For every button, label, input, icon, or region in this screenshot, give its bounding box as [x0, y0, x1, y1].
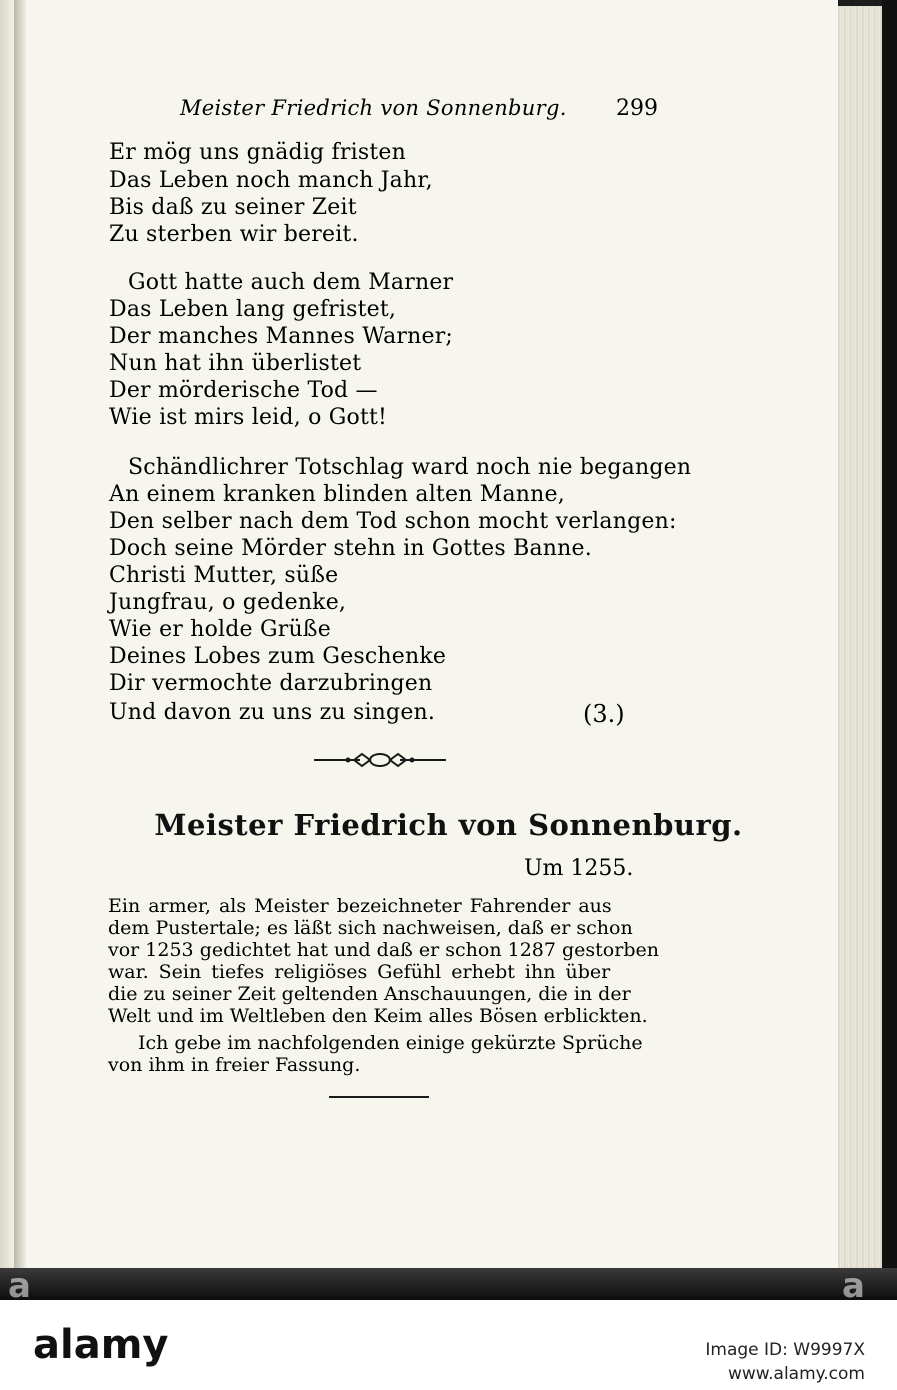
section-title: Meister Friedrich von Sonnenburg. [154, 808, 743, 842]
ornament-divider [310, 748, 450, 772]
verse-line: Nun hat ihn überlistet [109, 351, 362, 376]
closing-rule [329, 1096, 429, 1098]
prose-line: vor 1253 gedichtet hat und daß er schon 1287 gestorben [108, 939, 659, 961]
verse-line: Der manches Mannes Warner; [109, 324, 454, 349]
page-number: 299 [616, 96, 658, 121]
verse-line: Der mörderische Tod — [109, 378, 378, 403]
verse-line: Doch seine Mörder stehn in Gottes Banne. [109, 536, 592, 561]
running-title: Meister Friedrich von Sonnenburg. [180, 96, 567, 120]
alamy-logo: alamy [33, 1322, 169, 1368]
verse-line: Schändlichrer Totschlag ward noch nie begangen [128, 455, 692, 480]
prose-line: von ihm in freier Fassung. [108, 1054, 361, 1076]
prose-line: Welt und im Weltleben den Keim alles Bösen erblickten. [108, 1005, 648, 1027]
verse-line: Wie er holde Grüße [109, 617, 331, 642]
date-line: Um 1255. [524, 856, 634, 881]
prose-line: die zu seiner Zeit geltenden Anschauungen, die in der [108, 983, 631, 1005]
verse-line: Er mög uns gnädig fristen [109, 140, 406, 165]
verse-line: Dir vermochte darzubringen [109, 671, 433, 696]
running-head [180, 96, 658, 130]
bottom-shadow [0, 1268, 897, 1300]
prose-line: war. Sein tiefes religiöses Gefühl erhebt ihn über [108, 961, 611, 983]
prose-line: dem Pustertale; es läßt sich nachweisen, daß er schon [108, 917, 633, 939]
book-edge-shadow [882, 0, 897, 1300]
prose-line: Ich gebe im nachfolgenden einige gekürzte Sprüche [138, 1032, 643, 1054]
verse-line: Den selber nach dem Tod schon mocht verlangen: [109, 509, 677, 534]
page-stack-edge [836, 6, 886, 1268]
verse-line: Das Leben lang gefristet, [109, 297, 397, 322]
verse-line: Das Leben noch manch Jahr, [109, 168, 433, 193]
verse-line: Wie ist mirs leid, o Gott! [109, 405, 388, 430]
stanza-number: (3.) [583, 700, 625, 728]
verse-line: Jungfrau, o gedenke, [109, 590, 347, 615]
verse-line: Gott hatte auch dem Marner [128, 270, 454, 295]
verse-line: An einem kranken blinden alten Manne, [109, 482, 565, 507]
verse-line: Und davon zu uns zu singen. [109, 700, 436, 725]
image-id: Image ID: W9997X [705, 1340, 865, 1360]
watermark-ghost: a [842, 1266, 865, 1300]
verse-line: Christi Mutter, süße [109, 563, 339, 588]
watermark-ghost: a [8, 1266, 31, 1300]
verse-line: Zu sterben wir bereit. [109, 222, 359, 247]
verse-line: Deines Lobes zum Geschenke [109, 644, 447, 669]
prose-line: Ein armer, als Meister bezeichneter Fahrender aus [108, 895, 612, 917]
verse-line: Bis daß zu seiner Zeit [109, 195, 357, 220]
watermark-url: www.alamy.com [727, 1364, 865, 1384]
